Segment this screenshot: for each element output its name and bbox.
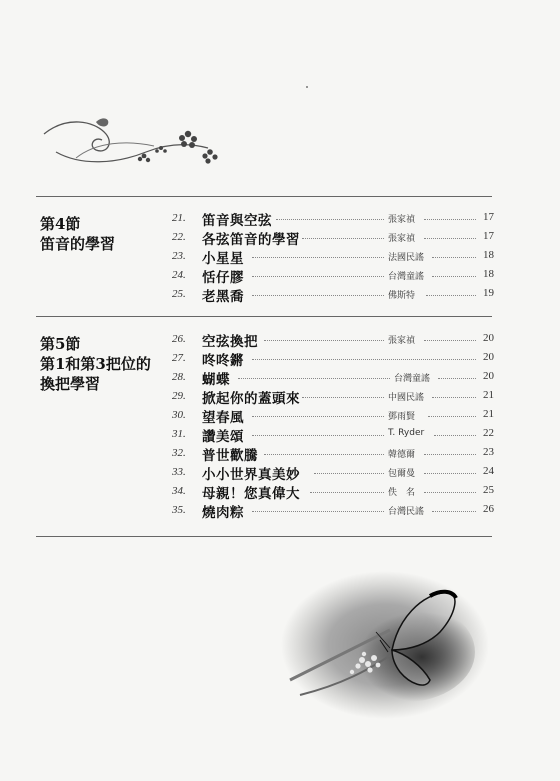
entry-page: 21 — [483, 389, 494, 401]
entry-number: 33. — [172, 466, 186, 478]
entry-author: 台灣童謠 — [388, 272, 425, 282]
entry-number: 35. — [172, 504, 186, 516]
entry-title: 空弦換把 — [202, 334, 258, 350]
entry-title: 咚咚鏘 — [202, 353, 244, 369]
dot-leader — [238, 378, 390, 379]
toc-entry[interactable] — [172, 266, 494, 285]
entry-author: 法國民謠 — [388, 253, 425, 263]
dot-leader — [252, 435, 384, 436]
toc-entry[interactable] — [172, 285, 494, 304]
entry-title: 老黑喬 — [202, 289, 244, 305]
toc-entry[interactable] — [172, 463, 494, 482]
entry-author: 韓德爾 — [388, 450, 416, 460]
section-divider-middle — [36, 316, 492, 317]
toc-entry[interactable] — [172, 444, 494, 463]
toc-entry[interactable] — [172, 387, 494, 406]
dot-leader — [302, 238, 384, 239]
dot-leader — [424, 492, 476, 493]
entry-author: 台灣童謠 — [394, 374, 431, 384]
section-4-number: 第4節 — [40, 215, 81, 233]
entry-page: 19 — [483, 287, 494, 299]
entry-number: 28. — [172, 371, 186, 383]
entry-author: 張家禎 — [388, 215, 416, 225]
dot-leader — [424, 340, 476, 341]
entry-title: 各弦笛音的學習 — [202, 232, 300, 248]
entry-title: 笛音與空弦 — [202, 213, 272, 229]
entry-author: 台灣民謠 — [388, 507, 425, 517]
dot-leader — [432, 257, 476, 258]
entry-page: 24 — [483, 465, 494, 477]
butterfly-photo — [280, 570, 490, 720]
dot-leader — [252, 416, 384, 417]
entry-author: 張家禎 — [388, 336, 416, 346]
entry-number: 27. — [172, 352, 186, 364]
entry-number: 26. — [172, 333, 186, 345]
dot-leader — [424, 454, 476, 455]
entry-number: 24. — [172, 269, 186, 281]
entry-author: 佛斯特 — [388, 291, 416, 301]
section-5-name-line1: 第1和第3把位的 — [40, 355, 151, 373]
entry-title: 恬仔膠 — [202, 270, 244, 286]
entry-page: 17 — [483, 230, 494, 242]
section-divider-top — [36, 196, 492, 197]
dot-leader — [426, 295, 476, 296]
entry-number: 34. — [172, 485, 186, 497]
entry-author: 鄧雨賢 — [388, 412, 416, 422]
entry-title: 讚美頌 — [202, 429, 244, 445]
dot-leader — [264, 340, 384, 341]
entry-page: 21 — [483, 408, 494, 420]
dot-leader — [428, 416, 476, 417]
entry-page: 20 — [483, 332, 494, 344]
dot-leader — [314, 473, 384, 474]
entry-author: 佚 名 — [388, 488, 416, 498]
dot-leader — [276, 219, 384, 220]
entry-title: 普世歡騰 — [202, 448, 258, 464]
dot-leader — [264, 454, 384, 455]
dot-leader — [424, 238, 476, 239]
entry-number: 22. — [172, 231, 186, 243]
entry-page: 25 — [483, 484, 494, 496]
toc-entry[interactable] — [172, 482, 494, 501]
section-5-heading — [40, 334, 151, 394]
toc-entry[interactable] — [172, 209, 494, 228]
entry-title: 小小世界真美妙 — [202, 467, 300, 483]
toc-entry[interactable] — [172, 501, 494, 520]
dot-leader — [252, 257, 384, 258]
toc-entry[interactable] — [172, 330, 494, 349]
dot-leader — [432, 397, 476, 398]
entry-number: 25. — [172, 288, 186, 300]
dot-leader — [434, 435, 476, 436]
section-5-number: 第5節 — [40, 335, 81, 353]
entry-page: 18 — [483, 268, 494, 280]
entry-author: T. Ryder — [388, 428, 425, 438]
section-divider-bottom — [36, 536, 492, 537]
entry-page: 22 — [483, 427, 494, 439]
entry-page: 17 — [483, 211, 494, 223]
entry-title: 望春風 — [202, 410, 244, 426]
entry-number: 31. — [172, 428, 186, 440]
dot-leader — [302, 397, 384, 398]
entry-number: 32. — [172, 447, 186, 459]
section-4-name: 笛音的學習 — [40, 235, 116, 253]
dot-leader — [252, 276, 384, 277]
entry-page: 20 — [483, 370, 494, 382]
toc-entry[interactable] — [172, 228, 494, 247]
entry-page: 20 — [483, 351, 494, 363]
entry-title: 母親！您真偉大 — [202, 486, 300, 502]
dot-leader — [310, 492, 384, 493]
entry-page: 18 — [483, 249, 494, 261]
dot-leader — [252, 359, 476, 360]
speck-mark — [306, 86, 308, 88]
toc-entry[interactable] — [172, 368, 494, 387]
entry-number: 21. — [172, 212, 186, 224]
floral-ornament-icon — [36, 112, 226, 172]
section-4-heading — [40, 214, 115, 254]
entry-number: 23. — [172, 250, 186, 262]
toc-entry[interactable] — [172, 425, 494, 444]
dot-leader — [432, 276, 476, 277]
entry-number: 30. — [172, 409, 186, 421]
entry-author: 包爾曼 — [388, 469, 416, 479]
dot-leader — [252, 295, 384, 296]
entry-author: 中國民謠 — [388, 393, 425, 403]
entry-title: 蝴蝶 — [202, 372, 230, 388]
entry-number: 29. — [172, 390, 186, 402]
entry-title: 小星星 — [202, 251, 244, 267]
toc-entry[interactable] — [172, 247, 494, 266]
dot-leader — [424, 473, 476, 474]
toc-entry[interactable] — [172, 406, 494, 425]
toc-entry[interactable] — [172, 349, 494, 368]
section-5-name-line2: 換把學習 — [40, 375, 101, 393]
entry-page: 26 — [483, 503, 494, 515]
entry-title: 燒肉粽 — [202, 505, 244, 521]
dot-leader — [438, 378, 476, 379]
dot-leader — [252, 511, 384, 512]
entry-title: 掀起你的蓋頭來 — [202, 391, 300, 407]
entry-page: 23 — [483, 446, 494, 458]
dot-leader — [424, 219, 476, 220]
entry-author: 張家禎 — [388, 234, 416, 244]
dot-leader — [432, 511, 476, 512]
